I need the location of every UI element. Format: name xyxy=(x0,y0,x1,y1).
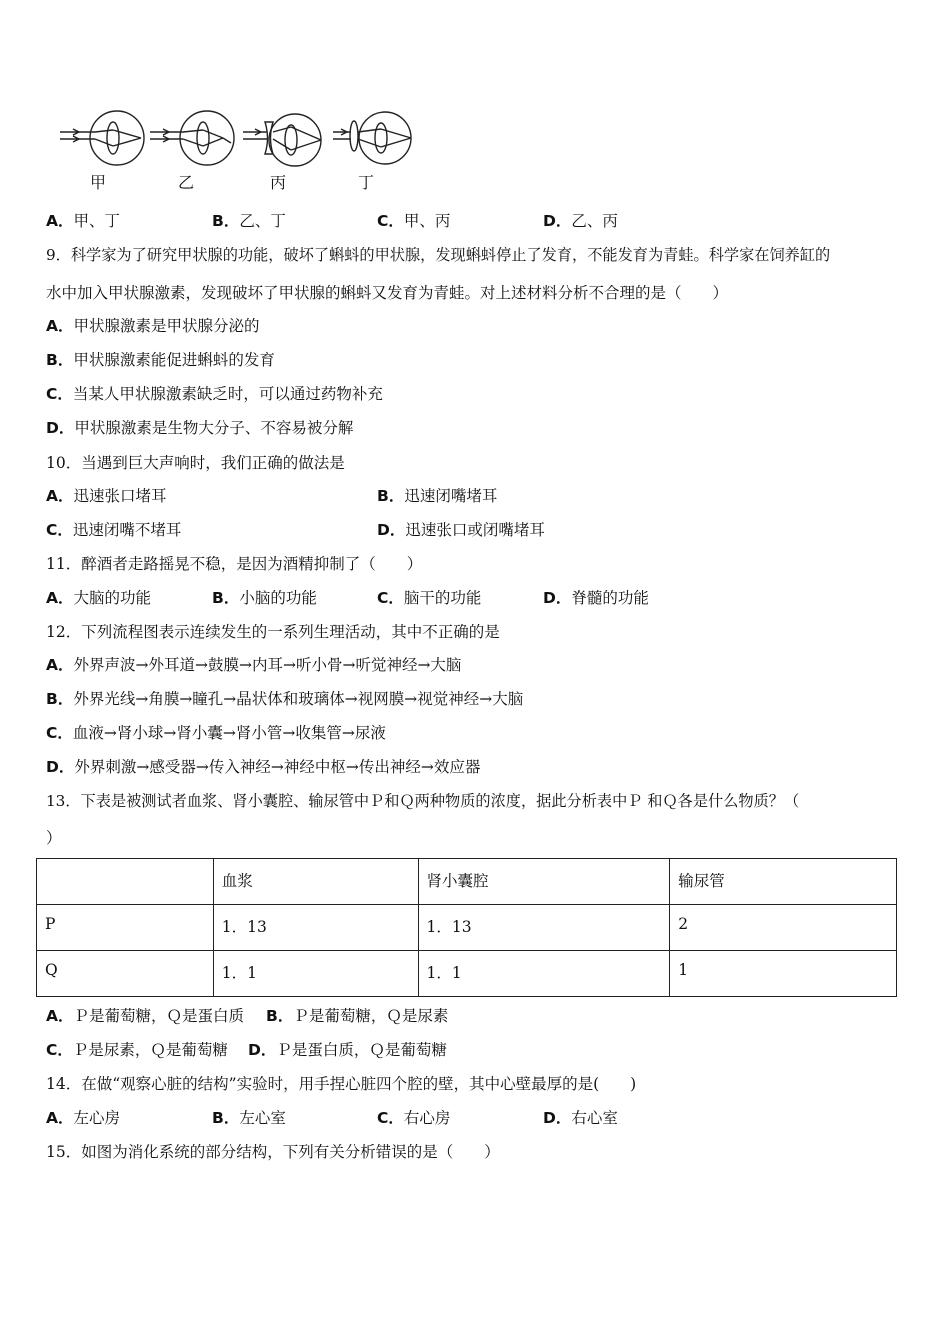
figure-label-yi: 乙 xyxy=(178,173,195,192)
q9-option-d[interactable]: D．甲状腺激素是生物大分子、不容易被分解 xyxy=(46,419,354,437)
q8-option-b[interactable]: B．乙、丁 xyxy=(212,212,286,230)
q10-stem: 10．当遇到巨大声响时，我们正确的做法是 xyxy=(46,454,345,472)
table-cell: Q xyxy=(37,951,214,997)
table-header-cell xyxy=(37,859,214,905)
q13-stem-line1: 13．下表是被测试者血浆、肾小囊腔、输尿管中Ｐ和Ｑ两种物质的浓度，据此分析表中Ｐ 和Ｑ各是什么物质？（ xyxy=(46,792,800,810)
table-header-cell: 血浆 xyxy=(213,859,418,905)
table-header-row xyxy=(37,859,897,905)
q12-stem: 12．下列流程图表示连续发生的一系列生理活动，其中不正确的是 xyxy=(46,623,500,641)
q13-option-c[interactable]: C．Ｐ是尿素，Ｑ是葡萄糖 xyxy=(46,1041,228,1059)
q11-option-b[interactable]: B．小脑的功能 xyxy=(212,589,317,607)
q8-option-c[interactable]: C．甲、丙 xyxy=(377,212,451,230)
figure-label-bing: 丙 xyxy=(270,173,287,192)
q14-option-a[interactable]: A．左心房 xyxy=(46,1109,121,1127)
table-cell: 2 xyxy=(670,905,897,951)
table-header-cell: 输尿管 xyxy=(670,859,897,905)
figure-label-jia: 甲 xyxy=(90,173,107,192)
q12-option-c[interactable]: C．血液→肾小球→肾小囊→肾小管→收集管→尿液 xyxy=(46,724,386,742)
q10-option-a[interactable]: A．迅速张口堵耳 xyxy=(46,487,167,505)
eye-diagram-jia xyxy=(60,111,144,165)
eye-diagram-ding xyxy=(333,112,411,164)
q10-option-b[interactable]: B．迅速闭嘴堵耳 xyxy=(377,487,498,505)
q9-stem-line2: 水中加入甲状腺激素，发现破坏了甲状腺的蝌蚪又发育为青蛙。对上述材料分析不合理的是（ ） xyxy=(46,284,729,302)
q9-option-b[interactable]: B．甲状腺激素能促进蝌蚪的发育 xyxy=(46,351,275,369)
q12-option-b[interactable]: B．外界光线→角膜→瞳孔→晶状体和玻璃体→视网膜→视觉神经→大脑 xyxy=(46,690,524,708)
q11-option-a[interactable]: A．大脑的功能 xyxy=(46,589,152,607)
table-header-cell: 肾小囊腔 xyxy=(418,859,670,905)
table-cell: 1．13 xyxy=(418,905,670,951)
table-row xyxy=(37,905,897,951)
q14-stem: 14．在做“观察心脏的结构”实验时，用手捏心脏四个腔的壁，其中心壁最厚的是( ) xyxy=(46,1075,637,1093)
q14-option-d[interactable]: D．右心室 xyxy=(543,1109,618,1127)
table-cell: P xyxy=(37,905,214,951)
q8-option-a[interactable]: A．甲、丁 xyxy=(46,212,121,230)
eye-diagram-bing xyxy=(243,114,321,166)
q15-stem: 15．如图为消化系统的部分结构，下列有关分析错误的是（ ） xyxy=(46,1143,500,1161)
table-row xyxy=(37,951,897,997)
table-cell: 1．1 xyxy=(418,951,670,997)
q10-option-c[interactable]: C．迅速闭嘴不堵耳 xyxy=(46,521,182,539)
q13-option-b[interactable]: B．Ｐ是葡萄糖，Ｑ是尿素 xyxy=(266,1007,449,1025)
figure-label-ding: 丁 xyxy=(358,173,375,192)
table-cell: 1．13 xyxy=(213,905,418,951)
q9-option-a[interactable]: A．甲状腺激素是甲状腺分泌的 xyxy=(46,317,260,335)
concentration-table xyxy=(36,858,897,997)
q9-option-c[interactable]: C．当某人甲状腺激素缺乏时，可以通过药物补充 xyxy=(46,385,383,403)
q8-option-d[interactable]: D．乙、丙 xyxy=(543,212,618,230)
q13-stem-line2: ） xyxy=(46,829,62,847)
table-cell: 1 xyxy=(670,951,897,997)
eye-diagram-yi xyxy=(150,111,234,165)
q12-option-d[interactable]: D．外界刺激→感受器→传入神经→神经中枢→传出神经→效应器 xyxy=(46,758,481,776)
q14-option-c[interactable]: C．右心房 xyxy=(377,1109,451,1127)
q14-option-b[interactable]: B．左心室 xyxy=(212,1109,286,1127)
q13-option-d[interactable]: D．Ｐ是蛋白质，Ｑ是葡萄糖 xyxy=(248,1041,447,1059)
table-cell: 1．1 xyxy=(213,951,418,997)
q11-option-c[interactable]: C．脑干的功能 xyxy=(377,589,482,607)
q13-option-a[interactable]: A．Ｐ是葡萄糖，Ｑ是蛋白质 xyxy=(46,1007,245,1025)
q11-option-d[interactable]: D．脊髓的功能 xyxy=(543,589,649,607)
q10-option-d[interactable]: D．迅速张口或闭嘴堵耳 xyxy=(377,521,545,539)
q9-stem-line1: 9．科学家为了研究甲状腺的功能，破坏了蝌蚪的甲状腺，发现蝌蚪停止了发育，不能发育为青蛙。科学家在饲养缸的 xyxy=(46,246,831,264)
q11-stem: 11．醉酒者走路摇晃不稳，是因为酒精抑制了（ ） xyxy=(46,555,423,573)
q12-option-a[interactable]: A．外界声波→外耳道→鼓膜→内耳→听小骨→听觉神经→大脑 xyxy=(46,656,462,674)
